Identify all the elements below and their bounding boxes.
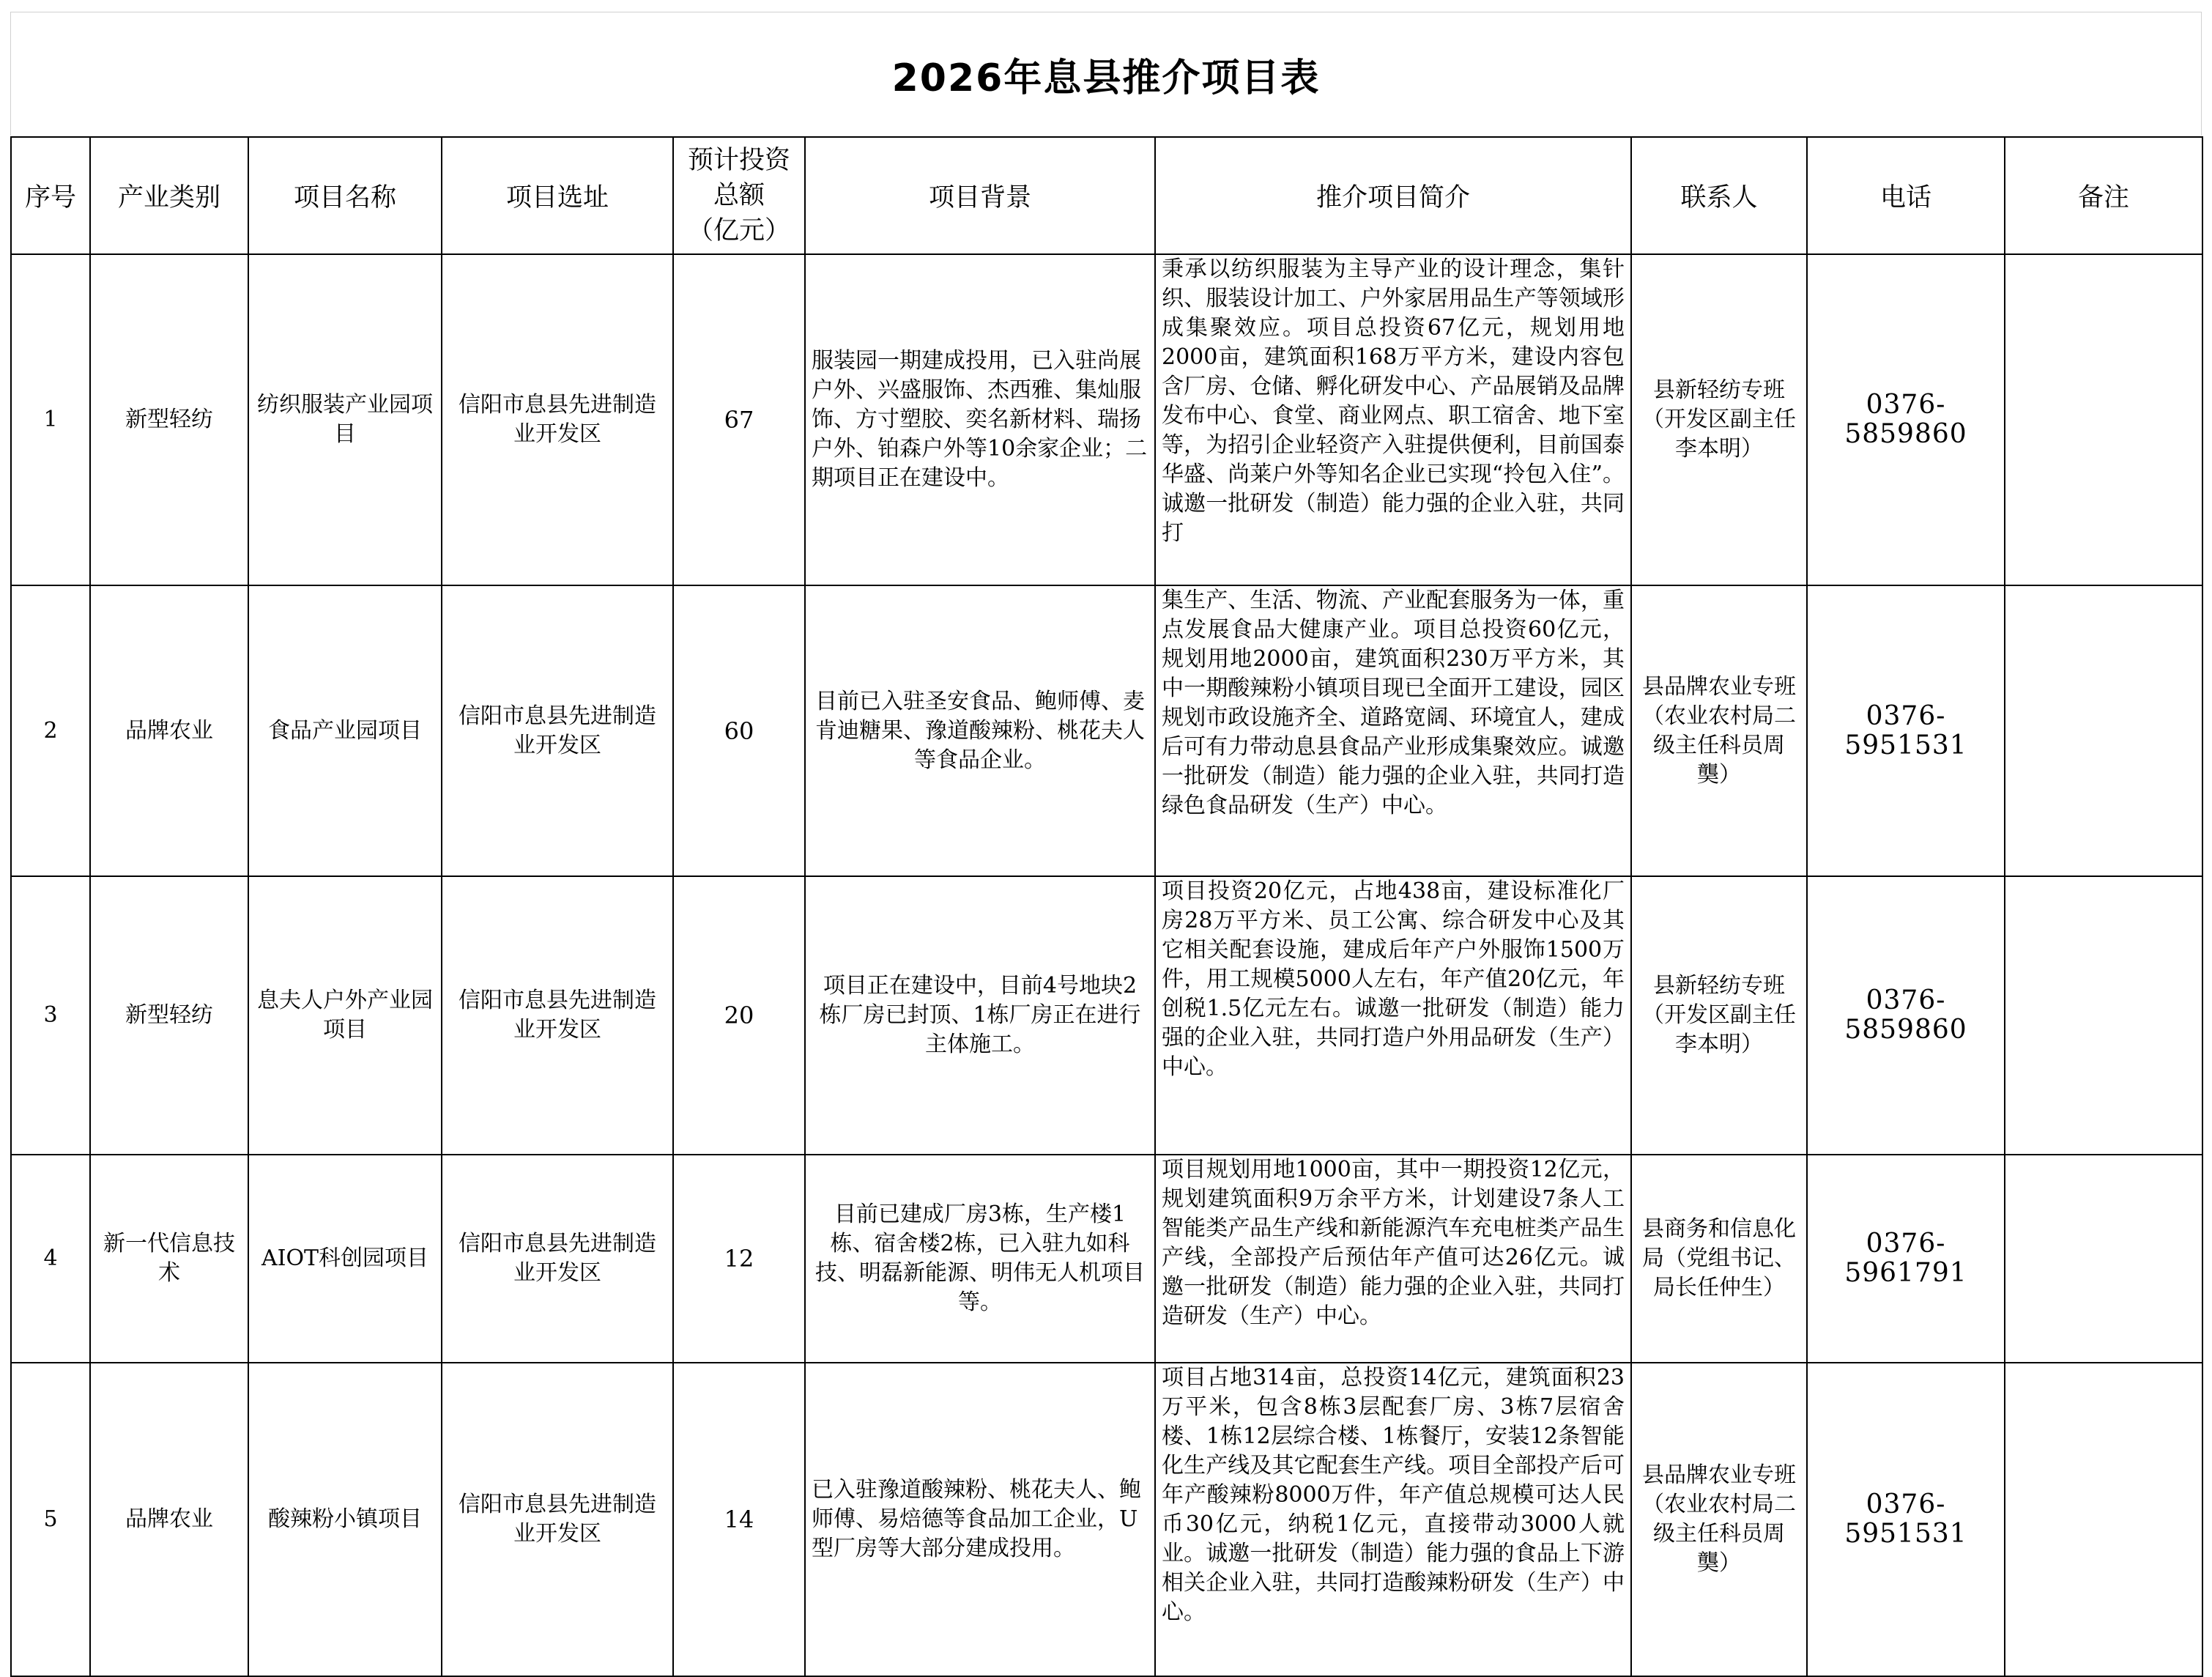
table-header-row (11, 137, 2202, 254)
cell-background: 项目正在建设中，目前4号地块2栋厂房已封顶、1栋厂房正在进行主体施工。 (805, 876, 1155, 1155)
header-investment (673, 137, 805, 254)
header-seq: 序号 (11, 137, 90, 254)
cell-remarks (2005, 585, 2202, 876)
cell-industry: 新型轻纺 (90, 876, 248, 1155)
cell-seq: 4 (11, 1155, 90, 1363)
cell-name: AIOT科创园项目 (248, 1155, 442, 1363)
cell-industry: 新一代信息技术 (90, 1155, 248, 1363)
cell-remarks (2005, 1363, 2202, 1676)
cell-site: 信阳市息县先进制造业开发区 (442, 585, 673, 876)
cell-investment: 67 (673, 254, 805, 585)
cell-intro (1155, 254, 1631, 585)
cell-intro (1155, 585, 1631, 876)
cell-seq: 5 (11, 1363, 90, 1676)
header-investment-line: （亿元） (687, 216, 790, 245)
project-sheet (10, 12, 2202, 1663)
page-title: 2026年息县推介项目表 (10, 12, 2202, 136)
cell-intro-text: 项目占地314亩，总投资14亿元，建筑面积23万平米，包含8栋3层配套厂房、3栋7层宿舍楼、1栋12层综合楼、1栋餐厅，安装12条智能化生产线及其它配套生产线。项目全部投产后可年产酸辣粉8000万件，年产值总规模可达人民币30亿元，纳税1亿元，直接带动3000人就业。诚邀一批研发（制造）能力强的食品上下游相关企业入驻，共同打造酸辣粉研发（生产）中心。 (1162, 1365, 1625, 1625)
table-row (11, 254, 2202, 585)
cell-industry: 新型轻纺 (90, 254, 248, 585)
cell-intro (1155, 876, 1631, 1155)
cell-remarks (2005, 254, 2202, 585)
cell-intro-text: 项目规划用地1000亩，其中一期投资12亿元，规划建筑面积9万余平方米，计划建设7条人工智能类产品生产线和新能源汽车充电桩类产品生产线，全部投产后预估年产值可达26亿元。诚邀一批研发（制造）能力强的企业入驻，共同打造研发（生产）中心。 (1162, 1157, 1625, 1329)
table-row (11, 876, 2202, 1155)
cell-phone: 0376-5961791 (1807, 1155, 2005, 1363)
header-phone: 电话 (1807, 137, 2005, 254)
header-background: 项目背景 (805, 137, 1155, 254)
cell-investment: 60 (673, 585, 805, 876)
cell-site: 信阳市息县先进制造业开发区 (442, 1363, 673, 1676)
cell-name: 酸辣粉小镇项目 (248, 1363, 442, 1676)
header-site: 项目选址 (442, 137, 673, 254)
project-table (10, 136, 2203, 1677)
cell-phone: 0376-5859860 (1807, 254, 2005, 585)
cell-intro-text: 项目投资20亿元，占地438亩，建设标准化厂房28万平方米、员工公寓、综合研发中心及其它相关配套设施，建成后年产户外服饰1500万件，用工规模5000人左右，年产值20亿元，年创税1.5亿元左右。诚邀一批研发（制造）能力强的企业入驻，共同打造户外用品研发（生产）中心。 (1162, 878, 1625, 1080)
cell-seq: 1 (11, 254, 90, 585)
cell-background: 服装园一期建成投用，已入驻尚展户外、兴盛服饰、杰西雅、集灿服饰、方寸塑胶、奕名新材料、瑞扬户外、铂森户外等10余家企业；二期项目正在建设中。 (805, 254, 1155, 585)
cell-remarks (2005, 1155, 2202, 1363)
cell-contact: 县品牌农业专班（农业农村局二级主任科员周龑） (1631, 585, 1807, 876)
table-row (11, 1363, 2202, 1676)
header-contact: 联系人 (1631, 137, 1807, 254)
cell-intro (1155, 1155, 1631, 1363)
header-industry: 产业类别 (90, 137, 248, 254)
header-investment-line: 预计投资 (687, 146, 790, 175)
header-intro: 推介项目简介 (1155, 137, 1631, 254)
header-investment-line: 总额 (713, 181, 765, 210)
cell-site: 信阳市息县先进制造业开发区 (442, 876, 673, 1155)
cell-phone: 0376-5951531 (1807, 1363, 2005, 1676)
cell-seq: 3 (11, 876, 90, 1155)
cell-contact: 县新轻纺专班（开发区副主任李本明） (1631, 876, 1807, 1155)
cell-industry: 品牌农业 (90, 585, 248, 876)
table-row (11, 1155, 2202, 1363)
cell-investment: 12 (673, 1155, 805, 1363)
cell-contact: 县商务和信息化局（党组书记、局长任仲生） (1631, 1155, 1807, 1363)
cell-background: 目前已入驻圣安食品、鲍师傅、麦肯迪糖果、豫道酸辣粉、桃花夫人等食品企业。 (805, 585, 1155, 876)
cell-seq: 2 (11, 585, 90, 876)
cell-name: 纺织服装产业园项目 (248, 254, 442, 585)
cell-phone: 0376-5951531 (1807, 585, 2005, 876)
cell-phone: 0376-5859860 (1807, 876, 2005, 1155)
cell-contact: 县品牌农业专班（农业农村局二级主任科员周龑） (1631, 1363, 1807, 1676)
cell-name: 食品产业园项目 (248, 585, 442, 876)
table-row (11, 585, 2202, 876)
cell-investment: 20 (673, 876, 805, 1155)
cell-investment: 14 (673, 1363, 805, 1676)
header-name: 项目名称 (248, 137, 442, 254)
cell-site: 信阳市息县先进制造业开发区 (442, 1155, 673, 1363)
cell-background: 已入驻豫道酸辣粉、桃花夫人、鲍师傅、易焙德等食品加工企业，U型厂房等大部分建成投用。 (805, 1363, 1155, 1676)
cell-background: 目前已建成厂房3栋，生产楼1栋、宿舍楼2栋，已入驻九如科技、明磊新能源、明伟无人机项目等。 (805, 1155, 1155, 1363)
header-remarks: 备注 (2005, 137, 2202, 254)
cell-name: 息夫人户外产业园项目 (248, 876, 442, 1155)
cell-contact: 县新轻纺专班（开发区副主任李本明） (1631, 254, 1807, 585)
cell-intro (1155, 1363, 1631, 1676)
cell-remarks (2005, 876, 2202, 1155)
cell-intro-text: 秉承以纺织服装为主导产业的设计理念，集针织、服装设计加工、户外家居用品生产等领域形成集聚效应。项目总投资67亿元，规划用地2000亩，建筑面积168万平方米，建设内容包含厂房、仓储、孵化研发中心、产品展销及品牌发布中心、食堂、商业网点、职工宿舍、地下室等，为招引企业轻资产入驻提供便利，目前国泰华盛、尚莱户外等知名企业已实现“拎包入住”。诚邀一批研发（制造）能力强的企业入驻，共同打 (1162, 256, 1625, 546)
cell-intro-text: 集生产、生活、物流、产业配套服务为一体，重点发展食品大健康产业。项目总投资60亿元，规划用地2000亩，建筑面积230万平方米，其中一期酸辣粉小镇项目现已全面开工建设，园区规划市政设施齐全、道路宽阔、环境宜人，建成后可有力带动息县食品产业形成集聚效应。诚邀一批研发（制造）能力强的企业入驻，共同打造绿色食品研发（生产）中心。 (1162, 588, 1625, 818)
cell-industry: 品牌农业 (90, 1363, 248, 1676)
cell-site: 信阳市息县先进制造业开发区 (442, 254, 673, 585)
